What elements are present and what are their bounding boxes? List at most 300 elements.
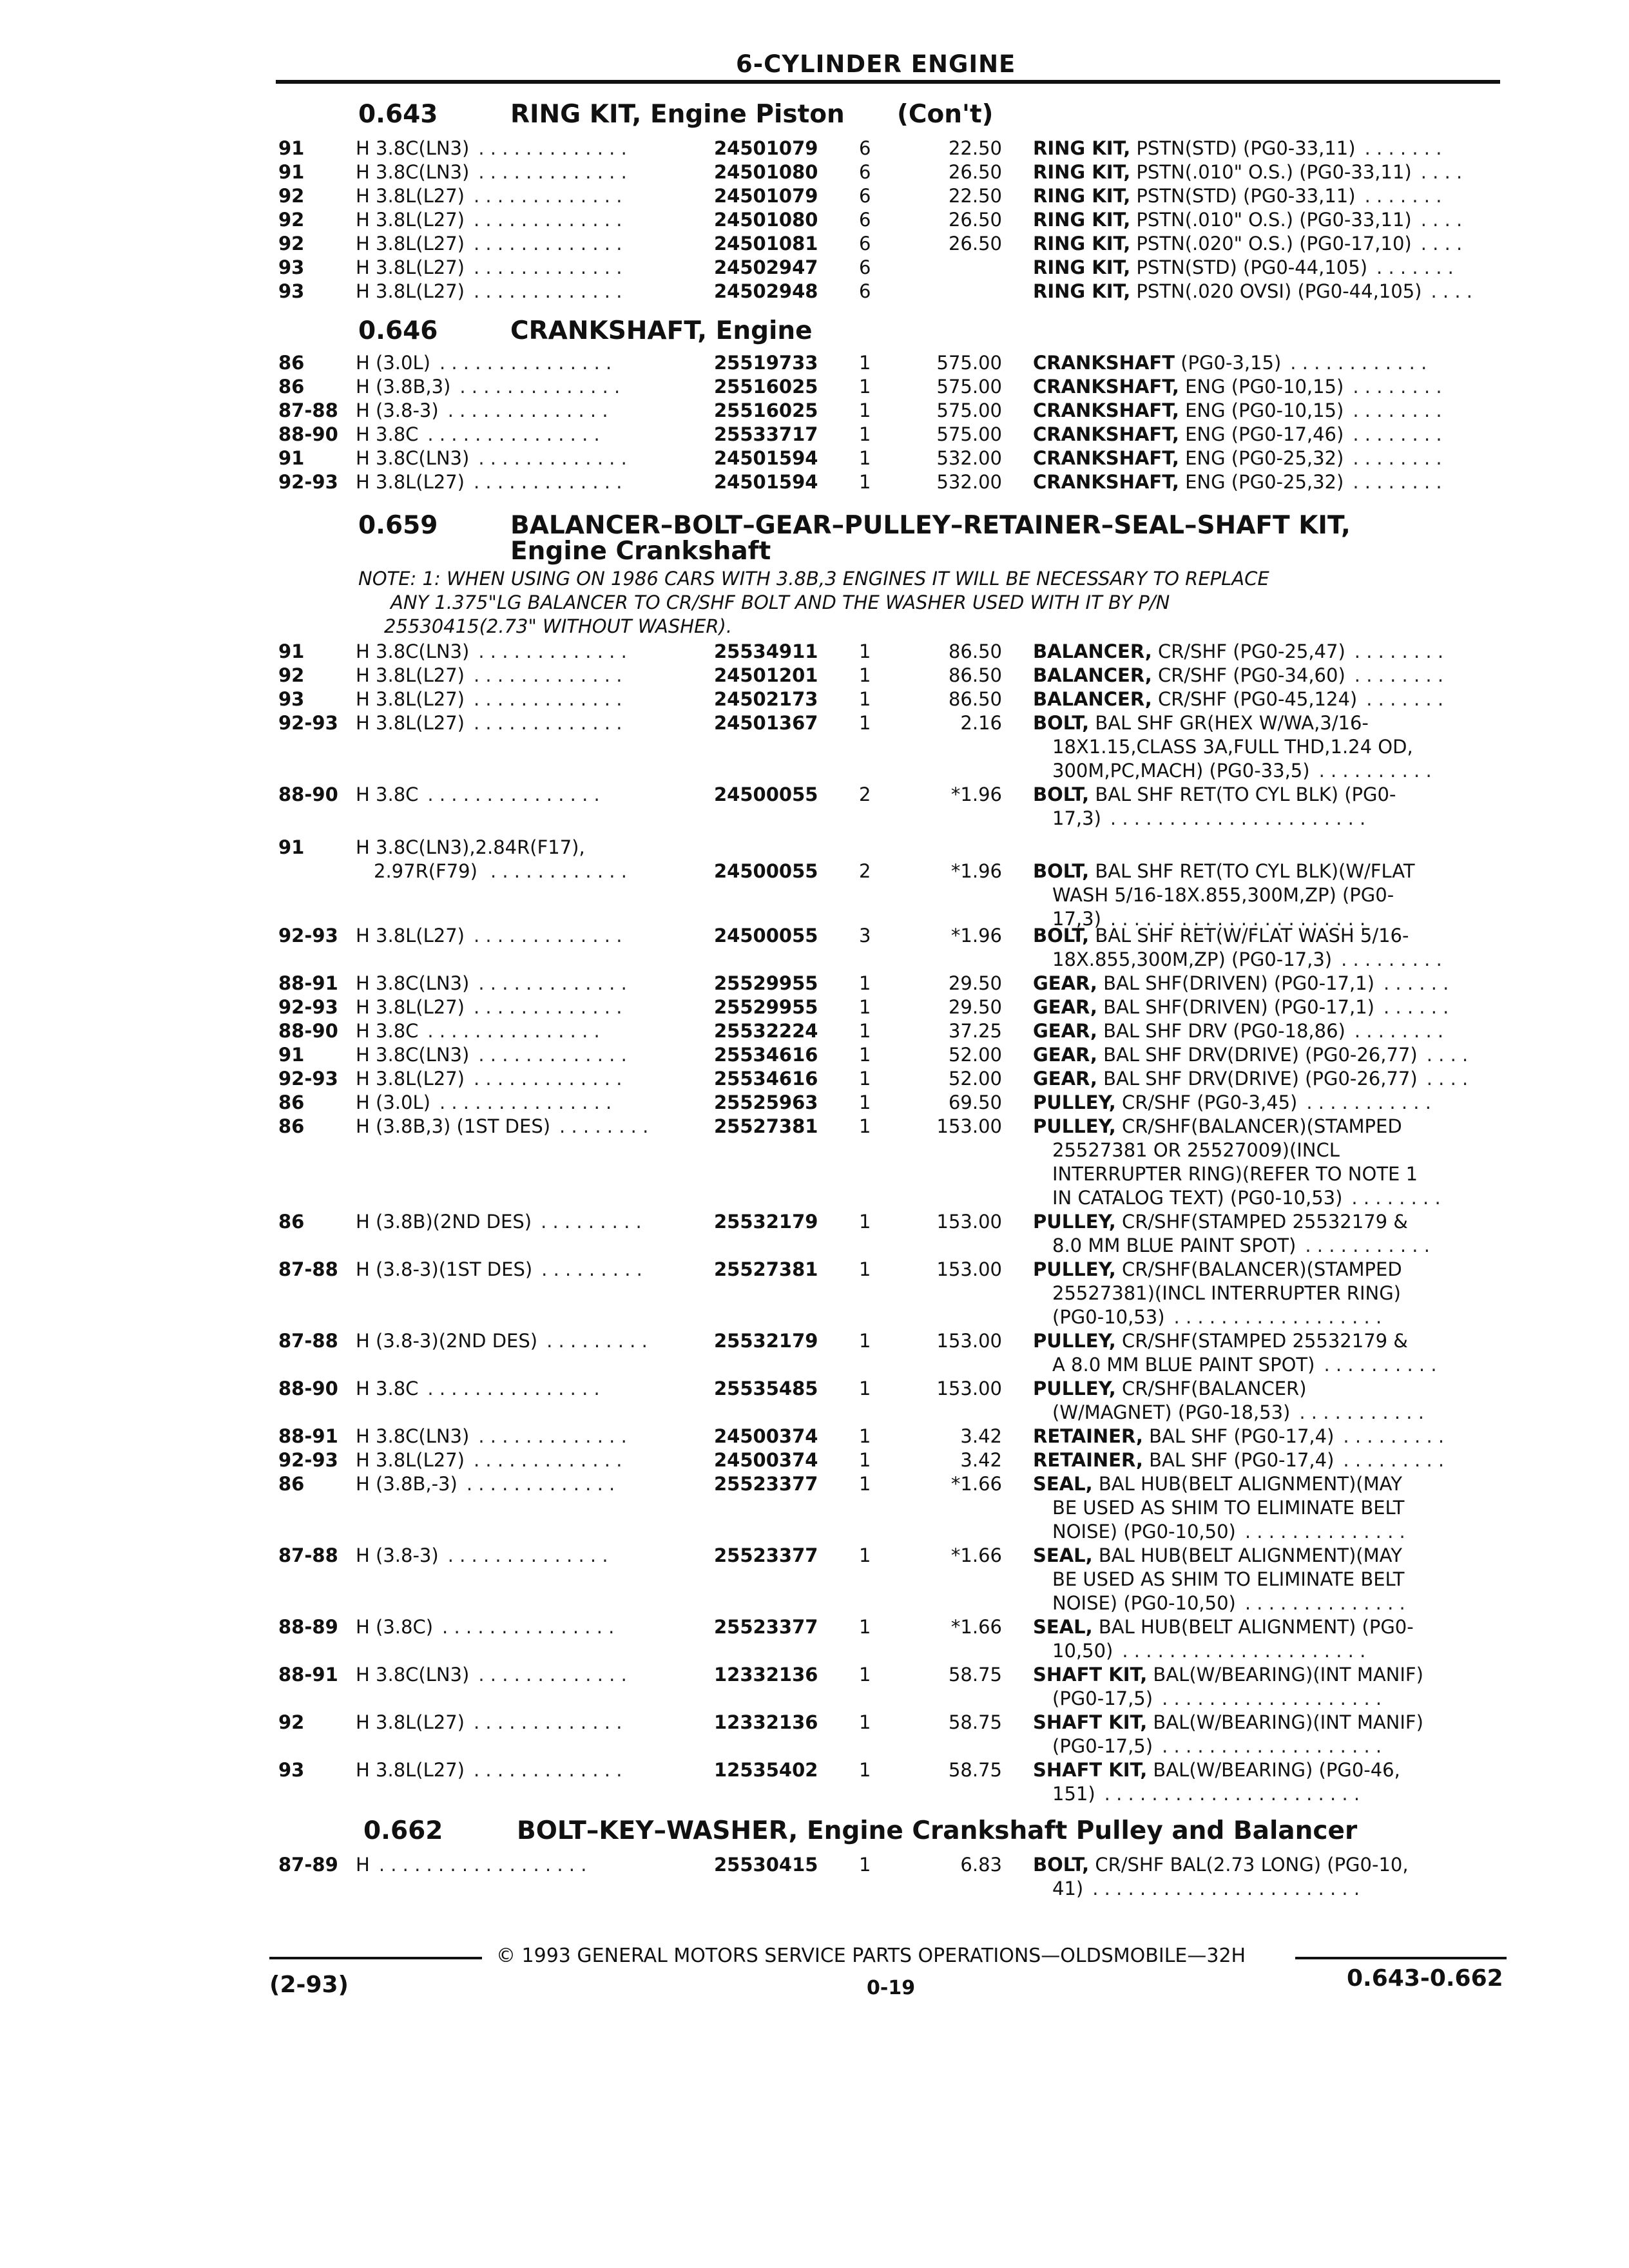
description-text: BAL SHF RET(W/FLAT WASH 5/16-	[1089, 925, 1409, 947]
part-number: 25525963	[714, 1091, 818, 1113]
description-keyword: BALANCER,	[1033, 688, 1152, 710]
description-text: BAL SHF (PG0-17,4)	[1142, 1425, 1335, 1447]
description-text: 300M,PC,MACH) (PG0-33,5)	[1052, 760, 1310, 782]
quantity: 1	[859, 1020, 871, 1042]
part-number: 24501594	[714, 447, 818, 469]
dot-leader: . . . . . . . .	[1351, 1187, 1441, 1209]
description-line	[1033, 1425, 1334, 1448]
description-keyword: GEAR,	[1033, 996, 1097, 1018]
model-year: 92-93	[278, 996, 338, 1018]
list-price: 26.50	[948, 209, 1002, 231]
part-number: 24500055	[714, 783, 818, 805]
application: H 3.8L(L27)	[356, 664, 465, 686]
part-number: 24502947	[714, 256, 818, 278]
description-text: BAL SHF RET(TO CYL BLK) (PG0-	[1089, 783, 1396, 805]
description-text: IN CATALOG TEXT) (PG0-10,53)	[1052, 1187, 1343, 1209]
description-line	[1033, 1377, 1307, 1401]
dot-leader: . . . . . . . . . . . . .	[474, 1759, 622, 1781]
dot-leader: . . . . . . . . . . . . .	[474, 185, 622, 207]
application: H 3.8L(L27)	[356, 280, 465, 302]
description-text: BE USED AS SHIM TO ELIMINATE BELT	[1052, 1497, 1405, 1519]
list-price: 575.00	[936, 376, 1002, 398]
model-year: 86	[278, 1091, 305, 1113]
list-price: *1.66	[950, 1616, 1002, 1638]
description-keyword: BOLT,	[1033, 925, 1090, 947]
description-line	[1033, 1615, 1414, 1639]
application: H 3.8C	[356, 1378, 419, 1399]
part-number: 24501594	[714, 471, 818, 493]
description-line	[1033, 1115, 1402, 1139]
description-text: 8.0 MM BLUE PAINT SPOT)	[1052, 1235, 1296, 1256]
application: H (3.0L)	[356, 1091, 430, 1113]
section-number: 0.659	[358, 511, 438, 540]
list-price: 52.00	[948, 1044, 1002, 1066]
quantity: 1	[859, 1759, 871, 1781]
part-number: 25532179	[714, 1211, 818, 1233]
part-number: 25516025	[714, 376, 818, 398]
footer-page-number: 0-19	[867, 1977, 916, 1999]
dot-leader: . . . . . . . .	[1353, 471, 1442, 493]
part-number: 24500055	[714, 860, 818, 882]
dot-leader: . . . . . . . . .	[541, 1211, 642, 1233]
dot-leader: . . . . . . . . . . . . . .	[1244, 1521, 1405, 1542]
section-subtitle: Engine Crankshaft	[510, 537, 771, 566]
description-keyword: SEAL,	[1033, 1616, 1093, 1638]
description-text: CR/SHF BAL(2.73 LONG) (PG0-10,	[1089, 1854, 1409, 1876]
description-text: BAL HUB(BELT ALIGNMENT)(MAY	[1092, 1473, 1402, 1495]
description-keyword: BOLT,	[1033, 712, 1090, 734]
dot-leader: . . . . . . . . . . . . . .	[459, 376, 621, 398]
dot-leader: . . . . . . . .	[1353, 423, 1442, 445]
description-line	[1033, 1091, 1297, 1115]
part-number: 25527381	[714, 1115, 818, 1137]
application: H (3.8-3)(1ST DES)	[356, 1258, 533, 1280]
description-keyword: SEAL,	[1033, 1473, 1093, 1495]
quantity: 1	[859, 972, 871, 994]
description-keyword: RING KIT,	[1033, 185, 1131, 207]
dot-leader: . . . . . . . . . . . . .	[474, 280, 622, 302]
description-text: CR/SHF(BALANCER)(STAMPED	[1115, 1115, 1402, 1137]
footer-rule-left	[269, 1957, 482, 1959]
description-line	[1052, 1186, 1342, 1210]
dot-leader: . . . . . . . . . . . . . .	[1244, 1592, 1405, 1614]
quantity: 3	[859, 925, 871, 947]
quantity: 1	[859, 1068, 871, 1090]
model-year: 93	[278, 1759, 305, 1781]
part-number: 12535402	[714, 1759, 818, 1781]
part-number: 24501080	[714, 161, 818, 183]
description-keyword: GEAR,	[1033, 1020, 1097, 1042]
dot-leader: . . . . . . . . . . . . .	[474, 233, 622, 255]
part-number: 24500374	[714, 1425, 818, 1447]
model-year: 91	[278, 1044, 305, 1066]
model-year: 93	[278, 280, 305, 302]
dot-leader: . . . . . . . . . . .	[1299, 1401, 1424, 1423]
model-year: 86	[278, 1473, 305, 1495]
application: H (3.8B)(2ND DES)	[356, 1211, 532, 1233]
section-continued: (Con't)	[897, 100, 994, 129]
description-text: 10,50)	[1052, 1640, 1113, 1662]
application: H 3.8C(LN3)	[356, 447, 470, 469]
description-text: BAL(W/BEARING)(INT MANIF)	[1147, 1711, 1423, 1733]
application: H 3.8L(L27)	[356, 233, 465, 255]
description-text: PSTN(STD) (PG0-44,105)	[1130, 256, 1368, 278]
description-keyword: PULLEY,	[1033, 1115, 1116, 1137]
dot-leader: . . . . . . . .	[1354, 664, 1444, 686]
quantity: 1	[859, 688, 871, 710]
model-year: 92-93	[278, 1449, 338, 1471]
dot-leader: . . . .	[1431, 280, 1472, 302]
description-line	[1033, 1067, 1418, 1091]
list-price: 532.00	[936, 447, 1002, 469]
description-line	[1052, 759, 1310, 783]
running-title: 6-CYLINDER ENGINE	[736, 50, 1016, 78]
dot-leader: . . . . . . .	[1364, 137, 1442, 159]
description-keyword: PULLEY,	[1033, 1091, 1116, 1113]
quantity: 1	[859, 1211, 871, 1233]
dot-leader: . . . . . . . .	[1353, 399, 1442, 421]
list-price: 29.50	[948, 996, 1002, 1018]
part-number: 25534616	[714, 1044, 818, 1066]
quantity: 1	[859, 376, 871, 398]
description-keyword: RING KIT,	[1033, 280, 1131, 302]
dot-leader: . . . .	[1426, 1044, 1469, 1066]
description-text: 18X.855,300M,ZP) (PG0-17,3)	[1052, 948, 1333, 970]
dot-leader: . . . . . .	[1383, 996, 1449, 1018]
part-number: 24501080	[714, 209, 818, 231]
description-keyword: PULLEY,	[1033, 1211, 1116, 1233]
description-line	[1052, 1401, 1290, 1425]
dot-leader: . . . . . . . . . . . . .	[474, 1449, 622, 1471]
description-line	[1033, 423, 1344, 447]
dot-leader: . . . . . . . . . . . . .	[478, 640, 627, 662]
dot-leader: . . . . . . . . . . . . . . . . . . . . .	[1122, 1640, 1366, 1662]
description-text: BAL SHF GR(HEX W/WA,3/16-	[1089, 712, 1369, 734]
description-keyword: RING KIT,	[1033, 137, 1131, 159]
model-year: 88-90	[278, 1020, 338, 1042]
description-text: BAL SHF (PG0-17,4)	[1142, 1449, 1335, 1471]
description-line	[1033, 160, 1412, 184]
description-keyword: PULLEY,	[1033, 1258, 1116, 1280]
description-keyword: RETAINER,	[1033, 1449, 1143, 1471]
description-line	[1052, 1139, 1340, 1162]
description-line	[1033, 860, 1415, 883]
description-text: 18X1.15,CLASS 3A,FULL THD,1.24 OD,	[1052, 736, 1413, 758]
list-price: 153.00	[936, 1378, 1002, 1399]
section-title: BOLT–KEY–WASHER, Engine Crankshaft Pulley and Balancer	[517, 1816, 1358, 1845]
part-number: 25523377	[714, 1473, 818, 1495]
section-title: CRANKSHAFT, Engine	[510, 316, 813, 345]
part-number: 25527381	[714, 1258, 818, 1280]
description-text: CR/SHF(STAMPED 25532179 &	[1115, 1211, 1408, 1233]
list-price: 58.75	[948, 1664, 1002, 1686]
part-number: 24501367	[714, 712, 818, 734]
dot-leader: . . . . . . . . . . . . .	[478, 1044, 627, 1066]
description-keyword: GEAR,	[1033, 1068, 1097, 1090]
model-year: 87-88	[278, 1258, 338, 1280]
list-price: *1.96	[950, 925, 1002, 947]
dot-leader: . . . . . . . . . . . . .	[474, 712, 622, 734]
model-year: 87-88	[278, 1330, 338, 1352]
quantity: 1	[859, 471, 871, 493]
description-line	[1033, 1258, 1402, 1282]
list-price: 532.00	[936, 471, 1002, 493]
quantity: 1	[859, 1091, 871, 1113]
quantity: 1	[859, 1258, 871, 1280]
application: H 3.8L(L27)	[356, 1759, 465, 1781]
dot-leader: . . . . . . . . . . . . .	[478, 1425, 627, 1447]
list-price: 575.00	[936, 423, 1002, 445]
dot-leader: . . . . . . . . . . . . .	[474, 256, 622, 278]
model-year: 93	[278, 256, 305, 278]
quantity: 1	[859, 1473, 871, 1495]
list-price: 69.50	[948, 1091, 1002, 1113]
dot-leader: . . . . . . .	[1366, 688, 1444, 710]
model-year: 91	[278, 836, 305, 858]
description-line	[1033, 1758, 1400, 1782]
description-text: PSTN(.020 OVSI) (PG0-44,105)	[1130, 280, 1422, 302]
description-keyword: PULLEY,	[1033, 1330, 1116, 1352]
dot-leader: . . . . . . . .	[1354, 1020, 1444, 1042]
description-text: 151)	[1052, 1783, 1095, 1805]
application: H 3.8L(L27)	[356, 925, 465, 947]
description-text: PSTN(STD) (PG0-33,11)	[1130, 185, 1356, 207]
description-text: BAL SHF DRV(DRIVE) (PG0-26,77)	[1097, 1068, 1418, 1090]
model-year: 88-91	[278, 1425, 338, 1447]
description-text: CR/SHF(STAMPED 25532179 &	[1115, 1330, 1408, 1352]
description-keyword: CRANKSHAFT,	[1033, 423, 1179, 445]
quantity: 1	[859, 1664, 871, 1686]
model-year: 92	[278, 1711, 305, 1733]
description-keyword: SEAL,	[1033, 1544, 1093, 1566]
model-year: 86	[278, 352, 305, 374]
quantity: 1	[859, 352, 871, 374]
model-year: 87-88	[278, 399, 338, 421]
description-keyword: RETAINER,	[1033, 1425, 1143, 1447]
model-year: 88-91	[278, 1664, 338, 1686]
model-year: 92-93	[278, 471, 338, 493]
description-line	[1033, 640, 1345, 664]
dot-leader: . . . . . . . . . . . .	[1290, 352, 1427, 374]
dot-leader: . . . . . . . . . . . . .	[474, 1068, 622, 1090]
dot-leader: . . . . . . . . . .	[1318, 760, 1432, 782]
model-year: 92-93	[278, 925, 338, 947]
part-number: 24501079	[714, 137, 818, 159]
description-line	[1033, 137, 1356, 160]
footer-range: 0.643-0.662	[1347, 1965, 1503, 1992]
dot-leader: . . . . . . . . . . . . .	[478, 161, 627, 183]
description-text: (PG0-17,5)	[1052, 1687, 1153, 1709]
dot-leader: . . . . . . . . . . . . . . . . . . . . . . .	[1092, 1878, 1360, 1899]
part-number: 25529955	[714, 996, 818, 1018]
note-line: ANY 1.375"LG BALANCER TO CR/SHF BOLT AND THE WASHER USED WITH IT BY P/N	[390, 591, 1170, 613]
part-number: 25532179	[714, 1330, 818, 1352]
dot-leader: . . . .	[1420, 233, 1463, 255]
description-line	[1052, 1877, 1083, 1901]
description-text: PSTN(.020" O.S.) (PG0-17,10)	[1130, 233, 1412, 255]
list-price: 153.00	[936, 1330, 1002, 1352]
part-number: 25534911	[714, 640, 818, 662]
dot-leader: . . . . . . . . . . . . .	[478, 972, 627, 994]
quantity: 1	[859, 1115, 871, 1137]
part-number: 24502948	[714, 280, 818, 302]
application: H (3.8B,3) (1ST DES)	[356, 1115, 551, 1137]
description-line	[1033, 351, 1281, 375]
part-number: 25530415	[714, 1854, 818, 1876]
dot-leader: . . . . . . . . . . . . .	[474, 996, 622, 1018]
list-price: *1.96	[950, 860, 1002, 882]
dot-leader: . . . . . . . . . . . . . . . . . . . . . .	[1104, 1783, 1360, 1805]
note-line: 25530415(2.73" WITHOUT WASHER).	[384, 615, 733, 637]
application: H (3.8-3)	[356, 1544, 439, 1566]
description-line	[1033, 664, 1345, 687]
footer-copyright: © 1993 GENERAL MOTORS SERVICE PARTS OPERATIONS—OLDSMOBILE—32H	[496, 1945, 1246, 1967]
dot-leader: . . . . . . . . . . . . . . .	[427, 783, 600, 805]
description-line	[1033, 1019, 1345, 1043]
application: H 3.8L(L27)	[356, 185, 465, 207]
application: H (3.8-3)(2ND DES)	[356, 1330, 538, 1352]
catalog-note	[358, 567, 1518, 639]
model-year: 92	[278, 209, 305, 231]
description-line	[1052, 1305, 1165, 1329]
description-text: A 8.0 MM BLUE PAINT SPOT)	[1052, 1354, 1315, 1376]
quantity: 1	[859, 1449, 871, 1471]
list-price: *1.96	[950, 783, 1002, 805]
description-line	[1052, 1782, 1095, 1806]
model-year: 86	[278, 1211, 305, 1233]
description-text: NOISE) (PG0-10,50)	[1052, 1521, 1236, 1542]
quantity: 6	[859, 137, 871, 159]
part-number: 12332136	[714, 1664, 818, 1686]
dot-leader: . . . . . . . . . . . . .	[474, 664, 622, 686]
model-year: 91	[278, 161, 305, 183]
model-year: 86	[278, 376, 305, 398]
dot-leader: . . . . . . . . . . . . .	[474, 471, 622, 493]
dot-leader: . . . .	[1426, 1068, 1469, 1090]
description-keyword: GEAR,	[1033, 972, 1097, 994]
dot-leader: . . . . . . . . . . . . . . . . . . . . . .	[1110, 807, 1366, 829]
model-year: 93	[278, 688, 305, 710]
application: H (3.8B,3)	[356, 376, 451, 398]
dot-leader: . . . . . . . . . . . . .	[474, 1711, 622, 1733]
application: H 3.8C(LN3)	[356, 1664, 470, 1686]
part-number: 25534616	[714, 1068, 818, 1090]
description-text: INTERRUPTER RING)(REFER TO NOTE 1	[1052, 1163, 1418, 1185]
dot-leader: . . . . . . . . .	[1343, 1425, 1445, 1447]
description-keyword: RING KIT,	[1033, 233, 1131, 255]
description-line	[1052, 1162, 1418, 1186]
description-text: BAL SHF DRV (PG0-18,86)	[1097, 1020, 1345, 1042]
list-price: 153.00	[936, 1115, 1002, 1137]
dot-leader: . . . .	[1420, 209, 1463, 231]
dot-leader: . . . . . . .	[1364, 185, 1442, 207]
description-line	[1033, 924, 1409, 948]
description-line	[1052, 735, 1413, 759]
model-year: 88-90	[278, 783, 338, 805]
quantity: 1	[859, 640, 871, 662]
description-line	[1052, 1735, 1153, 1758]
description-keyword: RING KIT,	[1033, 256, 1131, 278]
description-text: ENG (PG0-10,15)	[1179, 399, 1344, 421]
quantity: 1	[859, 1544, 871, 1566]
description-text: CR/SHF(BALANCER)	[1115, 1378, 1307, 1399]
description-keyword: BOLT,	[1033, 860, 1090, 882]
list-price: 29.50	[948, 972, 1002, 994]
description-keyword: SHAFT KIT,	[1033, 1664, 1148, 1686]
description-text: WASH 5/16-18X.855,300M,ZP) (PG0-	[1052, 884, 1394, 906]
dot-leader: . . . . . . . .	[1354, 640, 1444, 662]
application: H 3.8C(LN3)	[356, 161, 470, 183]
quantity: 2	[859, 783, 871, 805]
dot-leader: . . . . . . . . .	[1343, 1449, 1445, 1471]
application: H	[356, 1854, 370, 1876]
quantity: 1	[859, 996, 871, 1018]
dot-leader: . . . . . . . . . . . . . . . . . . .	[1162, 1687, 1382, 1709]
model-year: 91	[278, 447, 305, 469]
part-number: 12332136	[714, 1711, 818, 1733]
description-line	[1033, 184, 1356, 208]
footer-rule-right	[1295, 1957, 1507, 1959]
application-continued: 2.97R(F79)	[374, 860, 477, 882]
description-keyword: BOLT,	[1033, 1854, 1090, 1876]
quantity: 1	[859, 1854, 871, 1876]
description-text: BAL HUB(BELT ALIGNMENT)(MAY	[1092, 1544, 1402, 1566]
quantity: 1	[859, 447, 871, 469]
dot-leader: . . . . . . . . . . . . . . .	[439, 352, 612, 374]
quantity: 1	[859, 399, 871, 421]
description-line	[1033, 687, 1357, 711]
description-text: PSTN(STD) (PG0-33,11)	[1130, 137, 1356, 159]
dot-leader: . . . . . . . . . . . . . . .	[442, 1616, 615, 1638]
dot-leader: . . . . . . . . . . . . . . .	[439, 1091, 612, 1113]
description-line	[1052, 1568, 1404, 1591]
dot-leader: . . . . . . . . . .	[1324, 1354, 1437, 1376]
description-line	[1033, 1663, 1423, 1687]
quantity: 1	[859, 1711, 871, 1733]
description-line	[1033, 1043, 1418, 1067]
part-number: 24500374	[714, 1449, 818, 1471]
quantity: 1	[859, 664, 871, 686]
list-price: 153.00	[936, 1258, 1002, 1280]
description-line	[1033, 447, 1344, 470]
description-text: BE USED AS SHIM TO ELIMINATE BELT	[1052, 1568, 1405, 1590]
description-text: BAL SHF(DRIVEN) (PG0-17,1)	[1097, 972, 1374, 994]
description-line	[1033, 399, 1344, 423]
description-line	[1033, 783, 1396, 807]
model-year: 87-88	[278, 1544, 338, 1566]
description-keyword: SHAFT KIT,	[1033, 1711, 1148, 1733]
list-price: 58.75	[948, 1711, 1002, 1733]
description-keyword: RING KIT,	[1033, 161, 1131, 183]
description-text: 41)	[1052, 1878, 1084, 1899]
description-line	[1033, 995, 1374, 1019]
description-text: 25527381 OR 25527009)(INCL	[1052, 1139, 1340, 1161]
dot-leader: . . . . . . . . . . . . . .	[447, 1544, 608, 1566]
application: H 3.8C	[356, 783, 419, 805]
part-number: 24501201	[714, 664, 818, 686]
list-price: 22.50	[948, 185, 1002, 207]
description-text: NOISE) (PG0-10,50)	[1052, 1592, 1236, 1614]
application: H (3.8C)	[356, 1616, 434, 1638]
part-number: 25516025	[714, 399, 818, 421]
description-text: CR/SHF(BALANCER)(STAMPED	[1115, 1258, 1402, 1280]
dot-leader: . . . . . . . . . . . . . . . . . .	[1173, 1306, 1382, 1328]
description-text: ENG (PG0-25,32)	[1179, 447, 1344, 469]
description-line	[1033, 470, 1344, 494]
list-price: 22.50	[948, 137, 1002, 159]
list-price: 575.00	[936, 399, 1002, 421]
application: H 3.8L(L27)	[356, 712, 465, 734]
